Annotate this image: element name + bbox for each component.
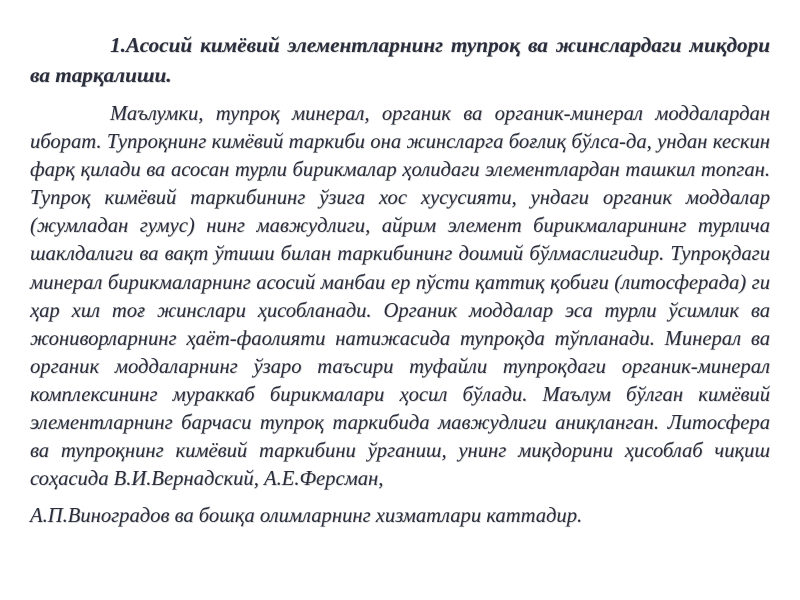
closing-line: А.П.Виноградов ва бошқа олимларнинг хизматлари каттадир. <box>30 505 583 528</box>
section-heading: 1.Асосий кимёвий элементларнинг тупроқ ва жинслардаги миқдори ва тарқалиши. <box>30 33 770 87</box>
body-paragraph: Маълумки, тупроқ минерал, органик ва органик-минерал моддалардан иборат. Тупроқнинг кимёвий таркиби она жинсларга боғлиқ бўлса-да, ундан кескин фарқ қилади ва асосан турли бирикмалар ҳолидаги элементлардан ташкил топган. Тупроқ кимёвий таркибининг ўзига хос хусусияти, ундаги органик моддалар (жумладан гумус) нинг мавжудлиги, айрим элемент бирикмаларининг турлича шаклдалиги ва вақт ўтиши билан таркибининг доимий бўлмаслигидир. Тупроқдаги минерал бирикмаларнинг асосий манбаи ер пўсти қаттиқ қобиғи (литосферада) ги ҳар хил тоғ жинслари ҳисобланади. Органик моддалар эса турли ўсимлик ва жониворларнинг ҳаёт-фаолияти натижасида тупроқда тўпланади. Минерал ва органик моддаларнинг ўзаро таъсири туфайли тупроқдаги органик-минерал комплексининг мураккаб бирикмалари ҳосил бўлади. Маълум бўлган кимёвий элементларнинг барчаси тупроқ таркибида мавжудлиги аниқланган. Литосфера ва тупроқнинг кимёвий таркибини ўрганиш, унинг миқдорини ҳисоблаб чиқиш соҳасида В.И.Вернадский, А.Е.Ферсман, <box>30 103 770 491</box>
